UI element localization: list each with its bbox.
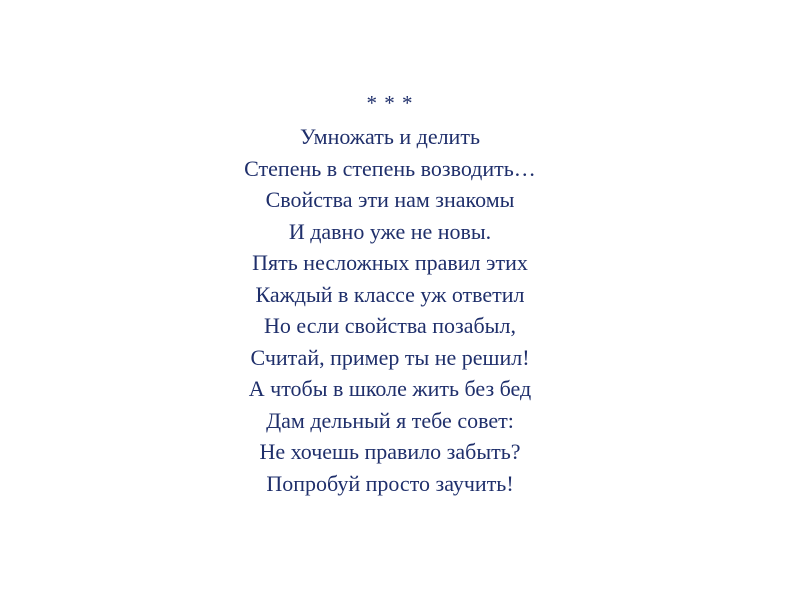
poem-line: Но если свойства позабыл, [264, 313, 516, 338]
poem-heading: * * * [366, 91, 414, 115]
poem-line: Попробуй просто заучить! [266, 470, 514, 496]
poem-line: Считай, пример ты не решил! [250, 344, 530, 370]
poem-line: И давно уже не новы. [288, 218, 492, 244]
poem-line: Каждый в классе уж ответил [255, 281, 525, 307]
poem-line: Пять несложных правил этих [252, 250, 528, 275]
poem-line: А чтобы в школе жить без бед [248, 376, 532, 401]
poem-line: Дам дельный я тебе совет: [266, 407, 514, 433]
poem-line: Степень в степень возводить… [244, 155, 536, 181]
poem-line: Умножать и делить [300, 124, 480, 149]
poem [0, 88, 780, 499]
poem-line: Свойства эти нам знакомы [265, 187, 515, 212]
poem-line: Не хочешь правило забыть? [259, 439, 521, 464]
